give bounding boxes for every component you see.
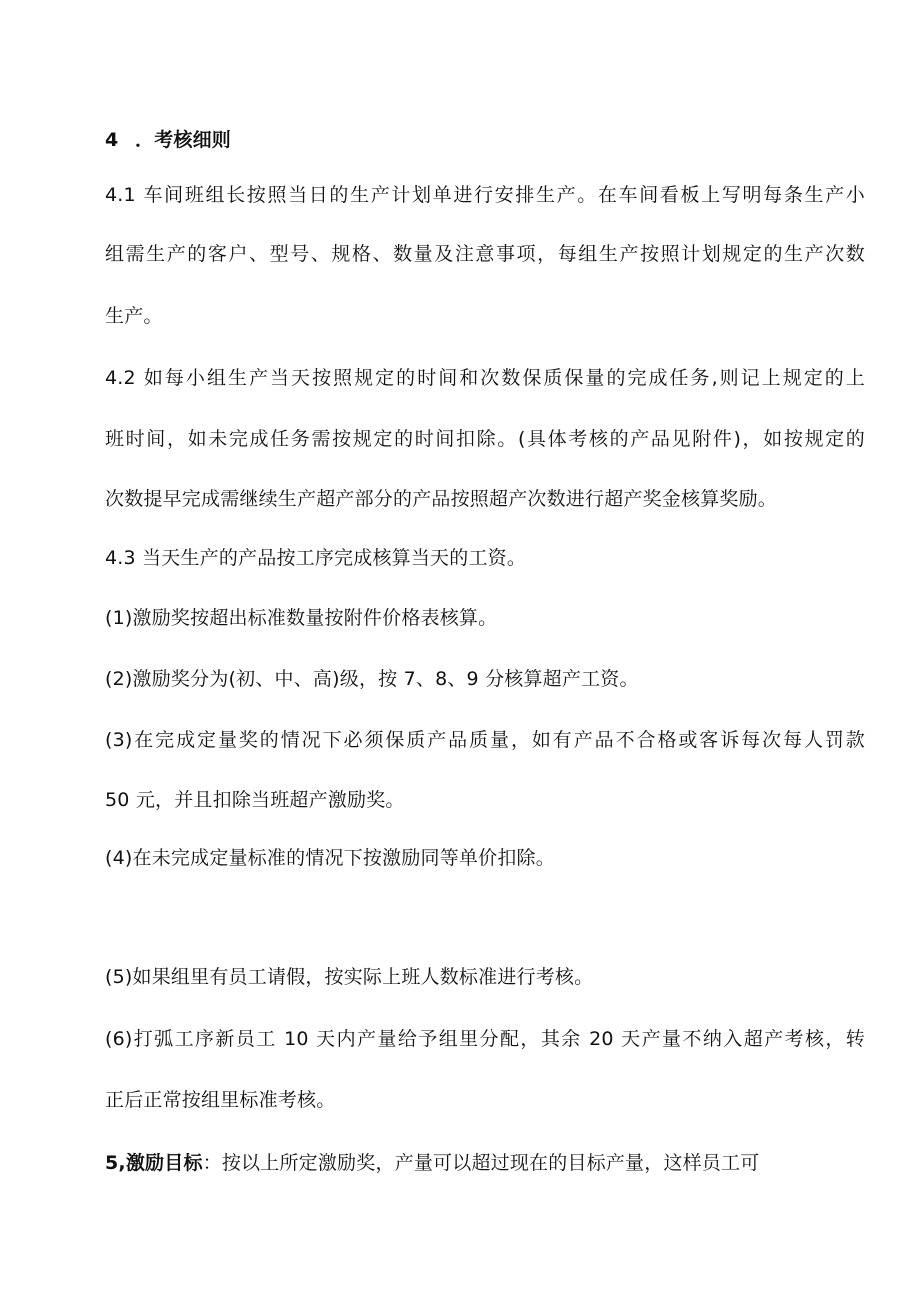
list-item-5: (5)如果组里有员工请假，按实际上班人数标准进行考核。	[105, 966, 594, 988]
list-item-3-line-1: (3)在完成定量奖的情况下必须保质产品质量，如有产品不合格或客诉每次每人罚款	[105, 729, 865, 751]
list-item-4: (4)在未完成定量标准的情况下按激励同等单价扣除。	[105, 847, 555, 869]
list-item-3-line-2: 50 元，并且扣除当班超产激励奖。	[105, 789, 405, 811]
paragraph-4-1-line-1: 4.1 车间班组长按照当日的生产计划单进行安排生产。在车间看板上写明每条生产小	[105, 184, 865, 206]
section-4-number: 4	[105, 129, 119, 151]
paragraph-4-2-line-3: 次数提早完成需继续生产超产部分的产品按照超产次数进行超产奖金核算奖励。	[105, 488, 778, 510]
section-5-line	[105, 1151, 865, 1175]
paragraph-4-1-line-2: 组需生产的客户、型号、规格、数量及注意事项，每组生产按照计划规定的生产次数	[105, 243, 865, 265]
list-item-6-line-2: 正后正常按组里标准考核。	[105, 1089, 336, 1111]
section-4-heading	[105, 128, 865, 152]
paragraph-4-2-line-1: 4.2 如每小组生产当天按照规定的时间和次数保质保量的完成任务,则记上规定的上	[105, 367, 865, 389]
section-4-title: ．考核细则	[135, 129, 232, 151]
list-item-2: (2)激励奖分为(初、中、高)级，按 7、8、9 分核算超产工资。	[105, 668, 639, 690]
list-item-1: (1)激励奖按超出标准数量按附件价格表核算。	[105, 607, 498, 629]
paragraph-4-1-line-3: 生产。	[105, 305, 163, 327]
paragraph-4-3-line-1: 4.3 当天生产的产品按工序完成核算当天的工资。	[105, 547, 527, 569]
section-5-text: ：按以上所定激励奖，产量可以超过现在的目标产量，这样员工可	[202, 1152, 760, 1174]
paragraph-4-2-line-2: 班时间，如未完成任务需按规定的时间扣除。(具体考核的产品见附件)，如按规定的	[105, 428, 865, 450]
list-item-6-line-1: (6)打弧工序新员工 10 天内产量给予组里分配，其余 20 天产量不纳入超产考核，转	[105, 1028, 865, 1050]
section-5-label: 5,激励目标	[105, 1152, 203, 1174]
